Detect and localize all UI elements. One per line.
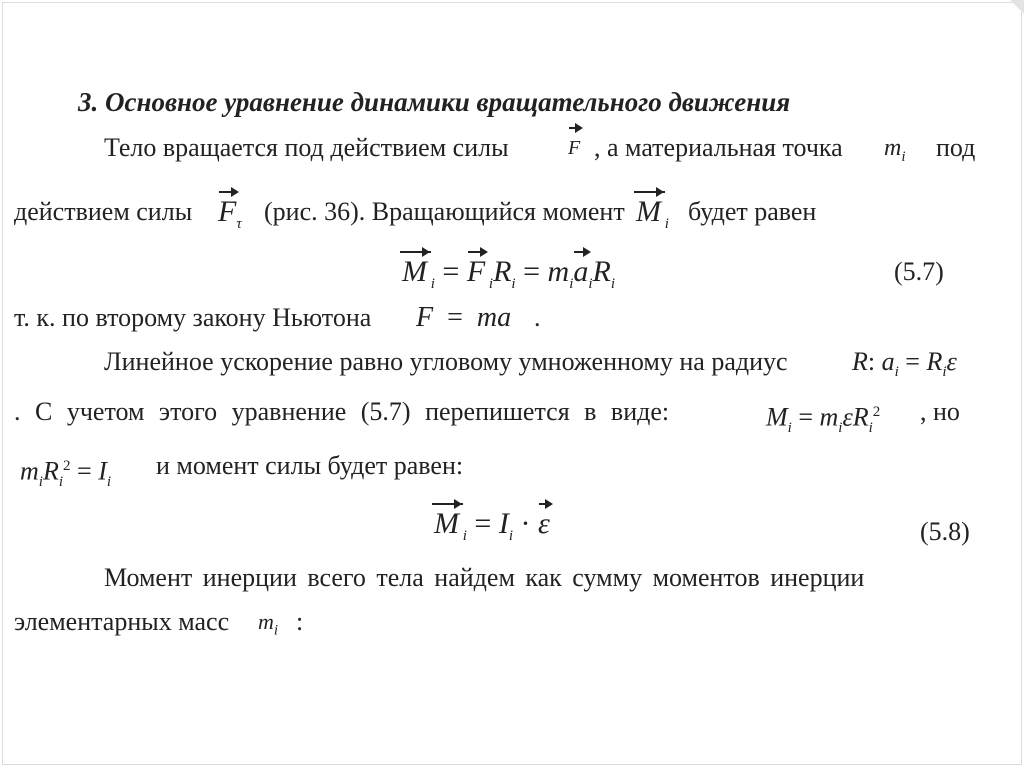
equation-number-5-8: (5.8) — [920, 517, 970, 546]
equation-5-7 — [0, 250, 1024, 294]
heading-line — [0, 80, 1024, 124]
text-body: Линейное ускорение равно угловому умноженному на радиус — [104, 347, 788, 376]
paragraph-line-7 — [0, 444, 1024, 488]
text-body: и момент силы будет равен: — [156, 451, 464, 480]
paragraph-line-9 — [0, 556, 1024, 600]
text-body: : — [296, 607, 304, 636]
text-body: , а материальная точка — [594, 133, 843, 162]
text-body: будет равен — [688, 197, 817, 226]
paragraph-line-10 — [0, 600, 1024, 644]
equation-number-5-7: (5.7) — [894, 257, 944, 286]
text-body: действием силы — [14, 197, 193, 226]
text-body: Тело вращается под действием силы — [104, 133, 509, 162]
math-newton-law: F = ma — [416, 302, 512, 333]
text-body: под — [936, 133, 976, 162]
math-tangential-force: $F_\tau$ — [218, 190, 242, 246]
math-mass-i: $m_i$ — [884, 135, 906, 165]
text-body: Момент инерции всего тела найдем как сумму моментов инерции — [104, 563, 865, 592]
paragraph-line-5 — [0, 340, 1024, 384]
paragraph-line-1 — [0, 126, 1024, 170]
text-body: т. к. по второму закону Ньютона — [14, 303, 372, 332]
page-corner-decoration — [1010, 0, 1024, 14]
math-equation-5-8: M $_i = I_i \cdot \varepsilon$ — [434, 502, 550, 558]
text-body: (рис. 36). Вращающийся момент — [264, 197, 625, 226]
math-moment-i: M $_i$ — [636, 190, 669, 246]
math-inertia-i: $m_iR_i^2 = I_i$ — [20, 456, 112, 490]
math-equation-5-7: M $_i$ = F $_iR_i = m_ia_iR_i$ — [402, 250, 615, 306]
equation-5-8 — [0, 502, 1024, 546]
math-force-vector: F — [568, 126, 580, 170]
paragraph-line-2 — [0, 190, 1024, 234]
text-body: , но — [920, 397, 960, 426]
paragraph-line-4 — [0, 296, 1024, 340]
math-moment-scalar: $M_i = m_i\varepsilon R_i^2$ — [766, 402, 881, 436]
math-elementary-mass: $m_i$ — [258, 609, 279, 639]
text-body: . С учетом этого уравнение (5.7) перепишется в виде: — [14, 397, 670, 426]
section-heading: 3. Основное уравнение динамики вращательного движения — [78, 87, 791, 117]
text-body: . — [534, 303, 541, 332]
text-body: элементарных масс — [14, 607, 230, 636]
math-linear-acceleration: R: $a_i = R_i\varepsilon$ — [852, 347, 957, 381]
paragraph-line-6 — [0, 390, 1024, 434]
